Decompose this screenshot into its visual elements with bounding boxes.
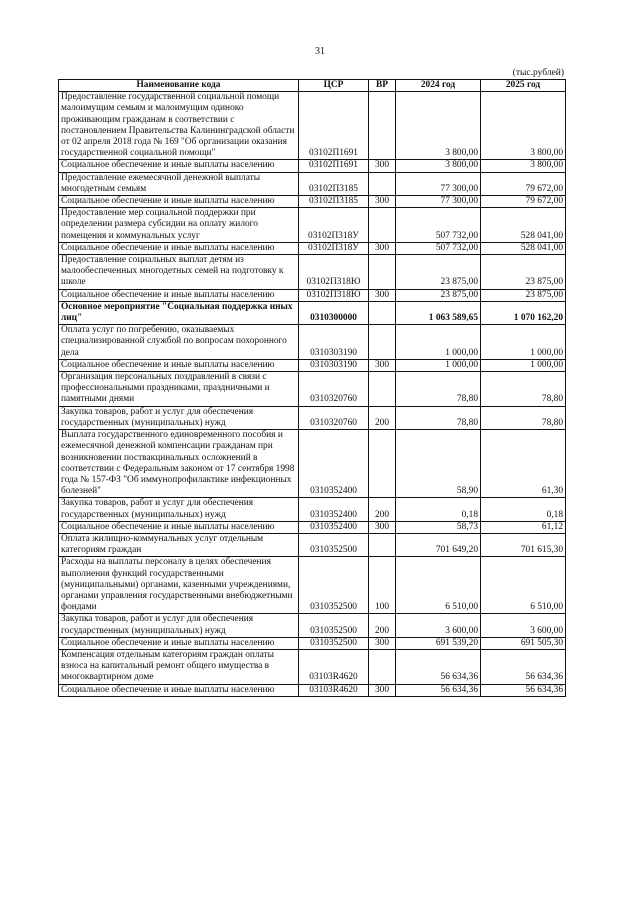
cell-name: Оплата жилищно-коммунальных услуг отдельным категориям граждан (59, 533, 299, 556)
cell-vr: 300 (369, 289, 396, 301)
cell-vr (369, 92, 396, 160)
cell-2024: 0,18 (396, 498, 481, 521)
column-header-csr: ЦСР (299, 80, 369, 92)
cell-csr: 0310320760 (299, 372, 369, 407)
cell-2024: 6 510,00 (396, 557, 481, 614)
table-row (59, 430, 566, 498)
cell-vr: 300 (369, 521, 396, 533)
cell-2025: 3 800,00 (481, 92, 566, 160)
cell-vr: 300 (369, 196, 396, 208)
cell-name: Расходы на выплаты персоналу в целях обеспечения выполнения функций государственными (муниципальными) органами, казенными учреждениями, органами управления государственными внебюджетными фондами (59, 557, 299, 614)
table-header-row (59, 80, 566, 92)
cell-name: Социальное обеспечение и иные выплаты населению (59, 521, 299, 533)
cell-csr: 0310352400 (299, 430, 369, 498)
table-row (59, 289, 566, 301)
cell-name: Предоставление государственной социальной помощи малоимущим семьям и малоимущим одиноко проживающим гражданам в соответствии с постановлением Правительства Калининградской области от 02 апреля 2018 года № 169 "Об организации оказания государственной социальной помощи" (59, 92, 299, 160)
cell-vr (369, 372, 396, 407)
cell-csr: 03103R4620 (299, 649, 369, 684)
table-row (59, 196, 566, 208)
cell-csr: 0310352500 (299, 614, 369, 637)
table-row (59, 637, 566, 649)
cell-2025: 23 875,00 (481, 255, 566, 290)
cell-2024: 58,90 (396, 430, 481, 498)
cell-2024: 58,73 (396, 521, 481, 533)
cell-vr (369, 325, 396, 360)
table-row (59, 359, 566, 371)
table-row (59, 255, 566, 290)
cell-csr: 0310352400 (299, 498, 369, 521)
cell-vr: 300 (369, 242, 396, 254)
cell-2025: 6 510,00 (481, 557, 566, 614)
cell-vr: 200 (369, 498, 396, 521)
cell-2024: 507 732,00 (396, 242, 481, 254)
cell-2024: 77 300,00 (396, 172, 481, 195)
cell-vr: 100 (369, 557, 396, 614)
cell-name: Социальное обеспечение и иные выплаты населению (59, 289, 299, 301)
cell-2025: 701 615,30 (481, 533, 566, 556)
table-row (59, 325, 566, 360)
cell-vr: 300 (369, 359, 396, 371)
cell-name: Закупка товаров, работ и услуг для обеспечения государственных (муниципальных) нужд (59, 406, 299, 429)
cell-vr (369, 301, 396, 324)
cell-csr: 0310320760 (299, 406, 369, 429)
cell-2024: 691 539,20 (396, 637, 481, 649)
cell-2025: 79 672,00 (481, 196, 566, 208)
cell-2024: 23 875,00 (396, 255, 481, 290)
cell-2024: 78,80 (396, 372, 481, 407)
table-row (59, 406, 566, 429)
cell-2024: 3 800,00 (396, 92, 481, 160)
table-body (59, 92, 566, 697)
column-header-vr: ВР (369, 80, 396, 92)
column-header-name: Наименование кода (59, 80, 299, 92)
cell-name: Предоставление ежемесячной денежной выплаты многодетным семьям (59, 172, 299, 195)
cell-2025: 78,80 (481, 372, 566, 407)
cell-name: Компенсация отдельным категориям граждан оплаты взноса на капитальный ремонт общего имущества в многоквартирном доме (59, 649, 299, 684)
cell-csr: 03102П1691 (299, 92, 369, 160)
cell-name: Оплата услуг по погребению, оказываемых специализированной службой по вопросам похоронного дела (59, 325, 299, 360)
cell-vr: 200 (369, 614, 396, 637)
cell-csr: 0310352500 (299, 637, 369, 649)
cell-2024: 1 000,00 (396, 325, 481, 360)
table-row (59, 160, 566, 172)
table-row (59, 614, 566, 637)
cell-2024: 77 300,00 (396, 196, 481, 208)
cell-csr: 0310352500 (299, 533, 369, 556)
cell-2024: 78,80 (396, 406, 481, 429)
cell-vr (369, 430, 396, 498)
cell-csr: 03102П1691 (299, 160, 369, 172)
cell-vr (369, 172, 396, 195)
cell-name: Выплата государственного единовременного пособия и ежемесячной денежной компенсации гражданам при возникновении поствакцинальных осложнений в соответствии с Федеральным законом от 17 сентября 1998 года № 157-ФЗ "Об иммунопрофилактике инфекционных болезней" (59, 430, 299, 498)
table-row (59, 208, 566, 243)
cell-2025: 56 634,36 (481, 649, 566, 684)
cell-csr: 0310303190 (299, 325, 369, 360)
column-header-2025: 2025 год (481, 80, 566, 92)
table-row (59, 242, 566, 254)
cell-2024: 56 634,36 (396, 684, 481, 696)
cell-csr: 03102П318У (299, 208, 369, 243)
cell-name: Предоставление мер социальной поддержки при определении размера субсидии на оплату жилого помещения и коммунальных услуг (59, 208, 299, 243)
cell-2024: 56 634,36 (396, 649, 481, 684)
table-row (59, 521, 566, 533)
cell-2025: 3 600,00 (481, 614, 566, 637)
cell-2025: 1 070 162,20 (481, 301, 566, 324)
cell-csr: 03102П3185 (299, 196, 369, 208)
cell-name: Закупка товаров, работ и услуг для обеспечения государственных (муниципальных) нужд (59, 614, 299, 637)
cell-csr: 03102П318Ю (299, 255, 369, 290)
cell-2025: 56 634,36 (481, 684, 566, 696)
cell-2024: 23 875,00 (396, 289, 481, 301)
cell-csr: 0310352400 (299, 521, 369, 533)
cell-vr: 300 (369, 684, 396, 696)
cell-name: Социальное обеспечение и иные выплаты населению (59, 684, 299, 696)
cell-2025: 78,80 (481, 406, 566, 429)
cell-vr: 300 (369, 160, 396, 172)
cell-2025: 61,12 (481, 521, 566, 533)
cell-2025: 528 041,00 (481, 242, 566, 254)
column-header-2024: 2024 год (396, 80, 481, 92)
cell-2024: 1 063 589,65 (396, 301, 481, 324)
cell-csr: 0310352500 (299, 557, 369, 614)
cell-2024: 701 649,20 (396, 533, 481, 556)
cell-2025: 61,30 (481, 430, 566, 498)
cell-2024: 507 732,00 (396, 208, 481, 243)
cell-2025: 0,18 (481, 498, 566, 521)
cell-2025: 528 041,00 (481, 208, 566, 243)
cell-vr: 300 (369, 637, 396, 649)
cell-csr: 03103R4620 (299, 684, 369, 696)
cell-vr (369, 208, 396, 243)
table-row (59, 92, 566, 160)
table-row (59, 649, 566, 684)
cell-vr (369, 255, 396, 290)
cell-2024: 1 000,00 (396, 359, 481, 371)
cell-name: Социальное обеспечение и иные выплаты населению (59, 160, 299, 172)
cell-name: Предоставление социальных выплат детям из малообеспеченных многодетных семей на подготовку к школе (59, 255, 299, 290)
cell-csr: 03102П318Ю (299, 289, 369, 301)
cell-csr: 03102П3185 (299, 172, 369, 195)
cell-name: Социальное обеспечение и иные выплаты населению (59, 359, 299, 371)
cell-name: Организация персональных поздравлений в связи с профессиональными праздниками, праздничными и памятными днями (59, 372, 299, 407)
table-row (59, 372, 566, 407)
cell-vr: 200 (369, 406, 396, 429)
cell-name: Социальное обеспечение и иные выплаты населению (59, 637, 299, 649)
cell-name: Закупка товаров, работ и услуг для обеспечения государственных (муниципальных) нужд (59, 498, 299, 521)
cell-vr (369, 649, 396, 684)
cell-2025: 1 000,00 (481, 325, 566, 360)
cell-2025: 1 000,00 (481, 359, 566, 371)
cell-2024: 3 800,00 (396, 160, 481, 172)
table-row (59, 172, 566, 195)
cell-2025: 3 800,00 (481, 160, 566, 172)
cell-csr: 03102П318У (299, 242, 369, 254)
cell-name: Основное мероприятие "Социальная поддержка иных лиц" (59, 301, 299, 324)
cell-2025: 79 672,00 (481, 172, 566, 195)
cell-name: Социальное обеспечение и иные выплаты населению (59, 196, 299, 208)
cell-name: Социальное обеспечение и иные выплаты населению (59, 242, 299, 254)
cell-csr: 0310300000 (299, 301, 369, 324)
cell-csr: 0310303190 (299, 359, 369, 371)
budget-table (58, 79, 566, 697)
table-row (59, 684, 566, 696)
cell-2024: 3 600,00 (396, 614, 481, 637)
cell-2025: 23 875,00 (481, 289, 566, 301)
table-row (59, 557, 566, 614)
table-row (59, 301, 566, 324)
cell-vr (369, 533, 396, 556)
table-row (59, 533, 566, 556)
cell-2025: 691 505,30 (481, 637, 566, 649)
page-number: 31 (315, 46, 325, 57)
table-row (59, 498, 566, 521)
unit-note: (тыс.рублей) (512, 68, 564, 78)
